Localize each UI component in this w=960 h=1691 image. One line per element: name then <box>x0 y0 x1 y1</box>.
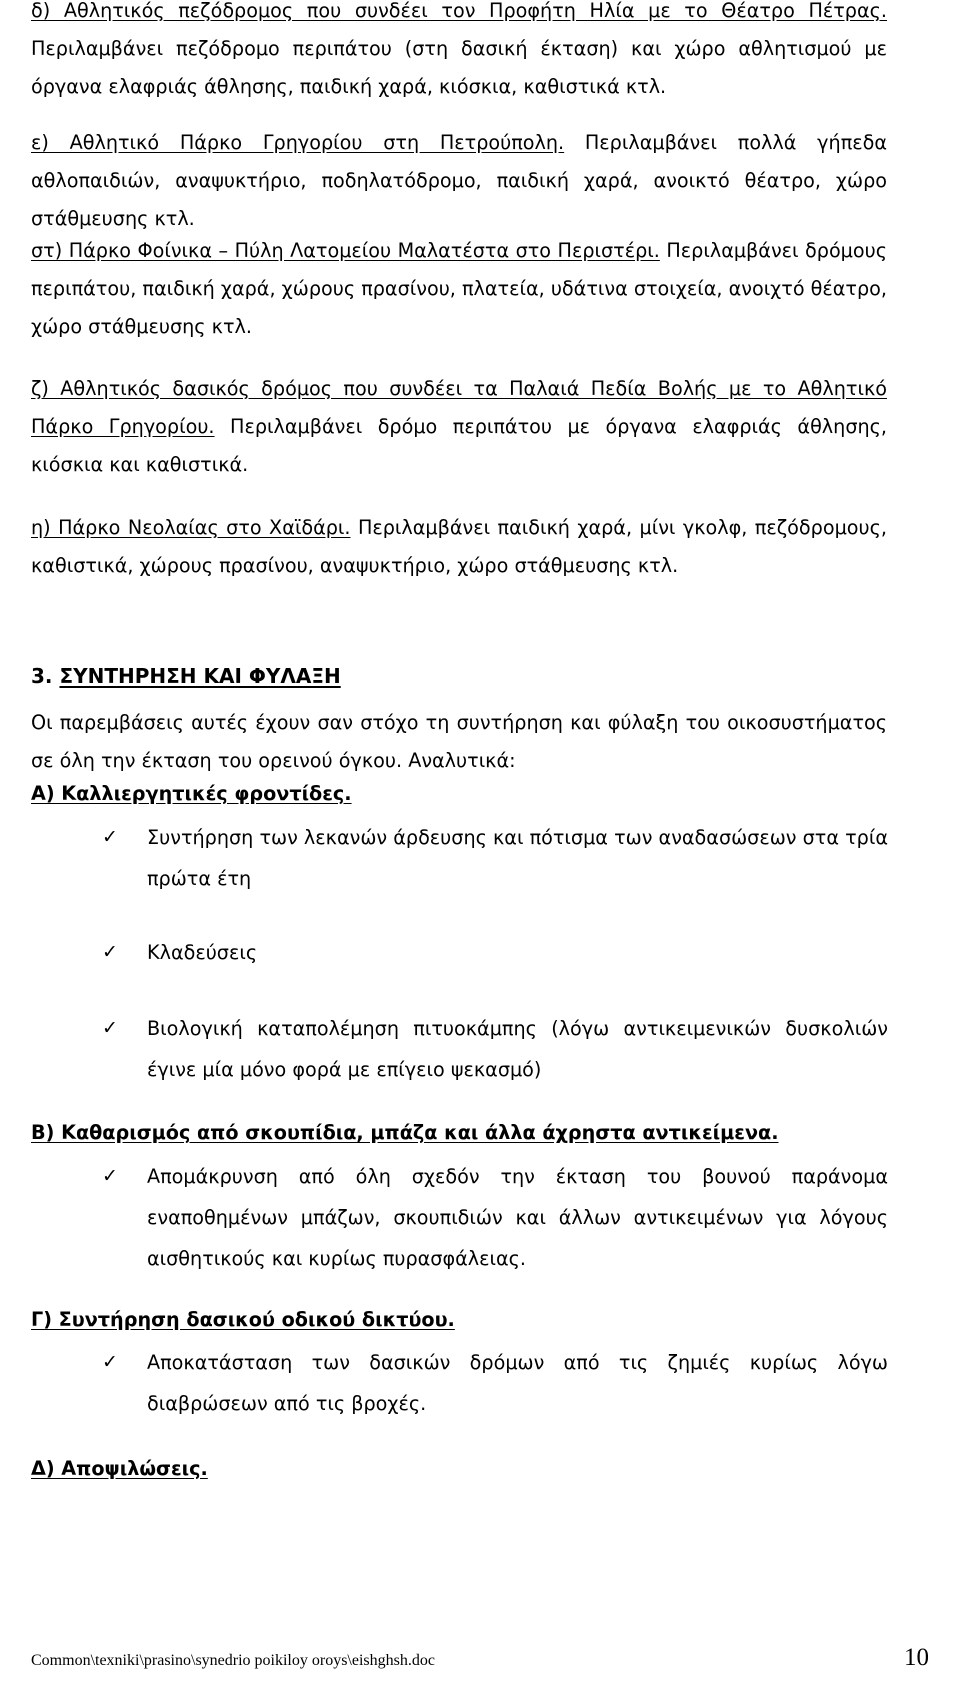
bullet-a-3 <box>102 1008 888 1090</box>
subsection-d-title <box>31 1456 208 1482</box>
section-number: 3. <box>31 664 53 688</box>
subsection-a-title <box>31 781 352 807</box>
item-z-link[interactable]: ζ) Αθλητικός δασικός δρόμος που συνδέει τα Παλαιά Πεδία Βολής με το Αθλητικό Πάρκο Γρηγορίου. <box>31 377 887 438</box>
bullet-a-1-text: Συντήρηση των λεκανών άρδευσης και πότισμα των αναδασώσεων στα τρία πρώτα έτη <box>147 826 888 890</box>
bullet-b-1-text: Απομάκρυνση από όλη σχεδόν την έκταση του βουνού παράνομα εναποθημένων μπάζων, σκουπιδιών και άλλων αντικειμένων για λόγους αισθητικούς και κυρίως πυρασφάλειας. <box>147 1165 888 1270</box>
item-h <box>31 509 887 585</box>
item-st <box>31 232 887 346</box>
checkmark-icon: ✓ <box>102 1165 118 1187</box>
section-title: ΣΥΝΤΗΡΗΣΗ ΚΑΙ ΦΥΛΑΞΗ <box>59 664 341 688</box>
item-e-text: Περιλαμβάνει πολλά γήπεδα αθλοπαιδιών, αναψυκτήριο, ποδηλατόδρομο, παιδική χαρά, ανοικτό θέατρο, χώρο στάθμευσης κτλ. <box>31 131 887 230</box>
checkmark-icon: ✓ <box>102 1351 118 1373</box>
item-st-link[interactable]: στ) Πάρκο Φοίνικα – Πύλη Λατομείου Μαλατέστα στο Περιστέρι. <box>31 239 660 262</box>
subsection-b-title <box>31 1120 778 1146</box>
checkmark-icon: ✓ <box>102 826 118 848</box>
item-st-text: Περιλαμβάνει δρόμους περιπάτου, παιδική χαρά, χώρους πρασίνου, πλατεία, υδάτινα στοιχεία, ανοιχτό θέατρο, χώρο στάθμευσης κτλ. <box>31 239 887 338</box>
item-h-link[interactable]: η) Πάρκο Νεολαίας στο Χαϊδάρι. <box>31 516 351 539</box>
bullet-a-2-text: Κλαδεύσεις <box>147 941 258 964</box>
checkmark-icon: ✓ <box>102 1017 118 1039</box>
page-number: 10 <box>904 1644 929 1671</box>
subsection-b-title-text: Β) Καθαρισμός από σκουπίδια, μπάζα και άλλα άχρηστα αντικείμενα. <box>31 1121 779 1144</box>
subsection-c-title-text: Γ) Συντήρηση δασικού οδικού δικτύου. <box>31 1308 455 1331</box>
item-e <box>31 124 887 238</box>
section-intro: Οι παρεμβάσεις αυτές έχουν σαν στόχο τη συντήρηση και φύλαξη του οικοσυστήματος σε όλη την έκταση του ορεινού όγκου. Αναλυτικά: <box>31 711 887 772</box>
bullet-a-2 <box>102 932 888 973</box>
item-d <box>31 0 887 106</box>
bullet-b-1 <box>102 1156 888 1279</box>
item-d-text: Περιλαμβάνει πεζόδρομο περιπάτου (στη δασική έκταση) και χώρο αθλητισμού με όργανα ελαφριάς άθλησης, παιδική χαρά, κιόσκια, καθιστικά κτλ. <box>31 37 887 98</box>
bullet-c-1 <box>102 1342 888 1424</box>
section-heading <box>31 662 341 690</box>
item-e-link[interactable]: ε) Αθλητικό Πάρκο Γρηγορίου στη Πετρούπολη. <box>31 131 565 154</box>
item-h-text: Περιλαμβάνει παιδική χαρά, μίνι γκολφ, πεζόδρομους, καθιστικά, χώρους πρασίνου, αναψυκτήριο, χώρο στάθμευσης κτλ. <box>31 516 887 577</box>
item-z-text: Περιλαμβάνει δρόμο περιπάτου με όργανα ελαφριάς άθλησης, κιόσκια και καθιστικά. <box>31 415 888 476</box>
bullet-c-1-text: Αποκατάσταση των δασικών δρόμων από τις ζημιές κυρίως λόγω διαβρώσεων από τις βροχές. <box>147 1351 888 1415</box>
subsection-c-title <box>31 1307 455 1333</box>
bullet-a-3-text: Βιολογική καταπολέμηση πιτυοκάμπης (λόγω αντικειμενικών δυσκολιών έγινε μία μόνο φορά με επίγειο ψεκασμό) <box>147 1017 888 1081</box>
footer-path: Common\texniki\prasino\synedrio poikiloy oroys\eishghsh.doc <box>31 1652 435 1669</box>
item-z <box>31 370 887 484</box>
checkmark-icon: ✓ <box>102 941 118 963</box>
item-d-link[interactable]: δ) Αθλητικός πεζόδρομος που συνδέει τον Προφήτη Ηλία με το Θέατρο Πέτρας. <box>31 0 887 22</box>
subsection-a-title-text: Α) Καλλιεργητικές φροντίδες. <box>31 782 352 805</box>
subsection-d-title-text: Δ) Αποψιλώσεις. <box>31 1457 208 1480</box>
bullet-a-1 <box>102 817 888 899</box>
